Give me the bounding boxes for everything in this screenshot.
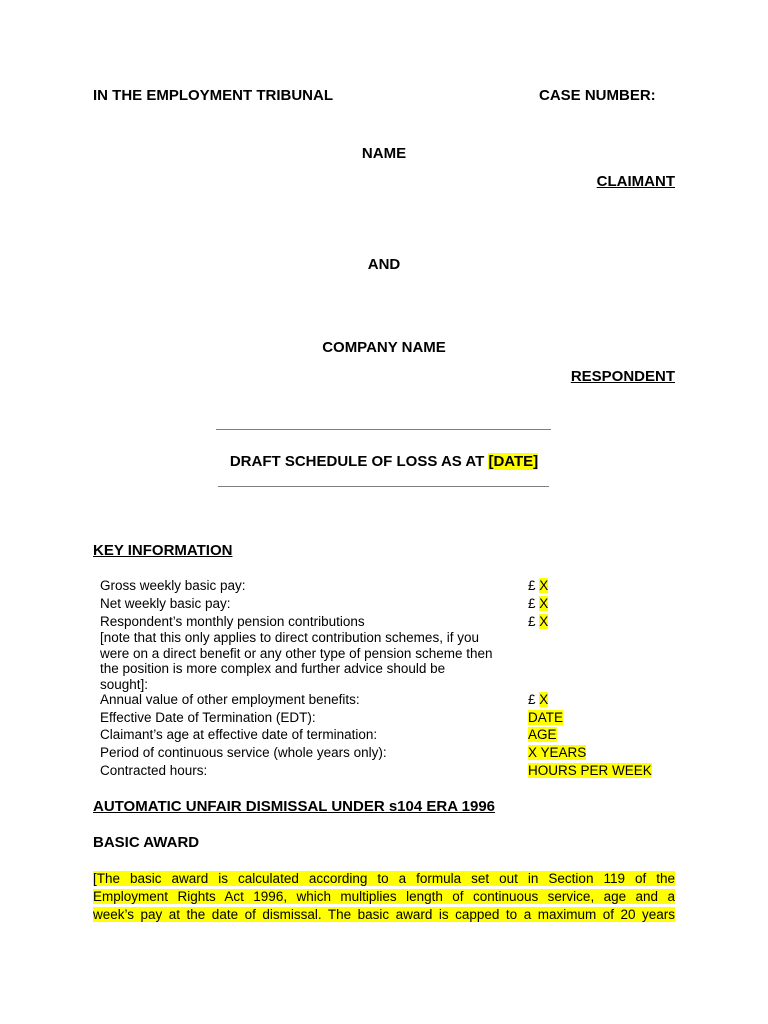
key-info-note-line: sought]:: [100, 677, 149, 692]
key-info-value: [528, 762, 652, 780]
currency-symbol: £: [528, 614, 540, 629]
respondent-name: COMPANY NAME: [322, 339, 446, 356]
and-separator: AND: [367, 256, 401, 273]
value-placeholder: AGE: [528, 727, 557, 742]
title-bottom-rule: [218, 486, 549, 487]
basic-award-line-text: Employment Rights Act 1996, which multiplies length of continuous service, age and a: [93, 889, 675, 904]
document-title-text: DRAFT SCHEDULE OF LOSS AS AT: [229, 453, 489, 470]
case-number-label: CASE NUMBER:: [539, 87, 656, 104]
currency-symbol: £: [528, 578, 540, 593]
key-info-label: Respondent’s monthly pension contributions: [100, 614, 365, 629]
basic-award-line: [93, 906, 675, 924]
value-placeholder: X: [539, 692, 549, 707]
claimant-name: NAME: [361, 145, 407, 162]
currency-symbol: £: [528, 692, 540, 707]
key-info-value: [528, 726, 557, 744]
basic-award-line-text: [The basic award is calculated according to a formula set out in Section 119 of the: [93, 871, 675, 886]
key-info-label: Effective Date of Termination (EDT):: [100, 710, 316, 725]
respondent-role: RESPONDENT: [570, 368, 675, 385]
value-placeholder: X: [539, 596, 549, 611]
value-placeholder: DATE: [528, 710, 564, 725]
key-info-value: [528, 691, 548, 709]
key-info-value: [528, 595, 548, 613]
key-info-note-line: the position is more complex and further advice should be: [100, 661, 446, 676]
key-info-label: Contracted hours:: [100, 763, 208, 778]
basic-award-line: [93, 888, 675, 906]
key-info-label: Period of continuous service (whole years only):: [100, 745, 387, 760]
value-placeholder: X YEARS: [528, 745, 587, 760]
key-info-label: Annual value of other employment benefits:: [100, 692, 360, 707]
key-info-value: [528, 577, 548, 595]
key-info-label: Net weekly basic pay:: [100, 596, 231, 611]
currency-symbol: £: [528, 596, 540, 611]
basic-award-line-text: week’s pay at the date of dismissal. The basic award is capped to a maximum of 20 years: [93, 907, 675, 922]
key-info-value: [528, 613, 548, 631]
key-info-label: Gross weekly basic pay:: [100, 578, 246, 593]
value-placeholder: X: [539, 578, 549, 593]
title-top-rule: [216, 429, 551, 430]
basic-award-line: [93, 870, 675, 888]
key-info-note-line: [note that this only applies to direct contribution schemes, if you: [100, 630, 479, 645]
automatic-unfair-dismissal-heading: AUTOMATIC UNFAIR DISMISSAL UNDER s104 ERA 1996: [93, 798, 496, 815]
key-info-label: Claimant’s age at effective date of termination:: [100, 727, 378, 742]
value-placeholder: X: [539, 614, 549, 629]
claimant-role: CLAIMANT: [596, 173, 675, 190]
date-placeholder: [DATE]: [488, 453, 539, 470]
key-info-value: [528, 744, 586, 762]
key-info-value: [528, 709, 563, 727]
tribunal-heading: IN THE EMPLOYMENT TRIBUNAL: [93, 87, 333, 104]
document-title: [0, 453, 768, 470]
value-placeholder: HOURS PER WEEK: [528, 763, 652, 778]
basic-award-heading: BASIC AWARD: [93, 834, 200, 851]
key-info-note-line: were on a direct benefit or any other type of pension scheme then: [100, 646, 493, 661]
key-information-heading: KEY INFORMATION: [93, 542, 233, 559]
